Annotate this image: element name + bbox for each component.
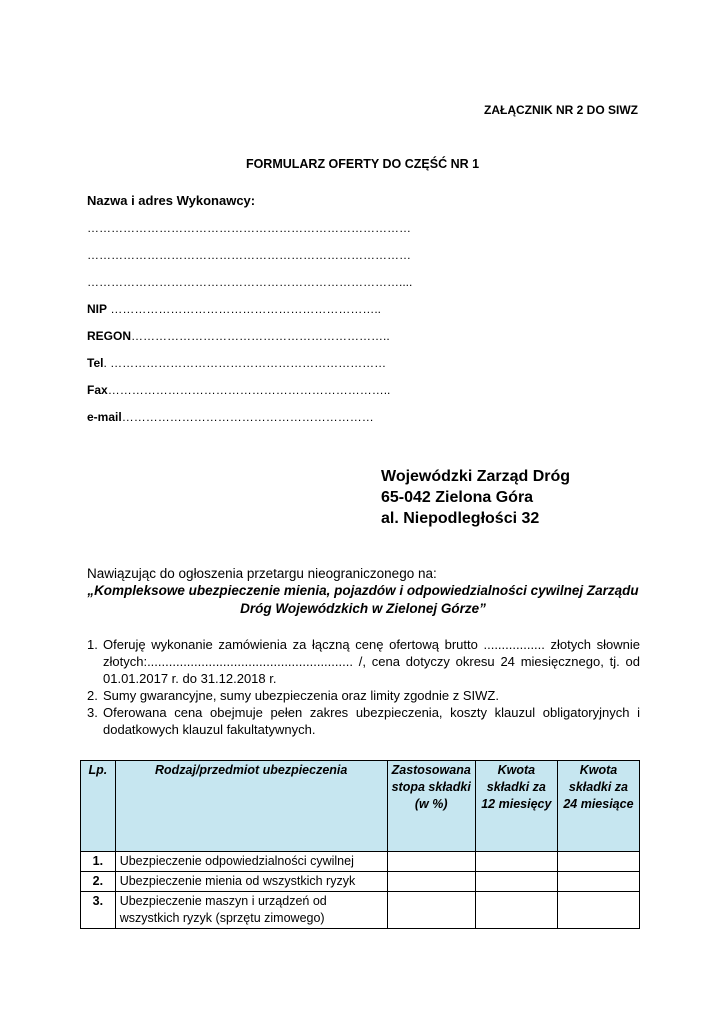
table-header-row xyxy=(81,761,640,852)
table-row xyxy=(81,872,640,892)
nip-field xyxy=(87,302,381,316)
row-premium-24-cell[interactable] xyxy=(557,872,639,892)
contractor-blank-line: ……………………………………………………………………… xyxy=(87,248,411,262)
row-premium-12-cell[interactable] xyxy=(475,852,557,872)
fax-dots: …………………………………………………………….. xyxy=(107,383,391,397)
row-rate-cell[interactable] xyxy=(387,872,475,892)
tel-dots: . …………………………………………………………… xyxy=(103,356,387,370)
offer-point xyxy=(87,687,640,704)
row-rate-cell[interactable] xyxy=(387,852,475,872)
tel-label: Tel xyxy=(87,356,104,370)
row-premium-12-cell[interactable] xyxy=(475,892,557,929)
recipient-street: al. Niepodległości 32 xyxy=(381,510,540,527)
header-lp: Lp. xyxy=(81,761,116,852)
insurance-table xyxy=(80,760,640,929)
form-title: FORMULARZ OFERTY DO CZĘŚĆ NR 1 xyxy=(245,157,480,171)
row-subject: Ubezpieczenie mienia od wszystkich ryzyk xyxy=(115,872,387,892)
header-rate: Zastosowana stopa składki (w %) xyxy=(387,761,475,852)
offer-point xyxy=(87,636,640,687)
fax-label: Fax xyxy=(87,383,108,397)
header-premium-12: Kwota składki za 12 miesięcy xyxy=(475,761,557,852)
annex-label: ZAŁĄCZNIK NR 2 DO SIWZ xyxy=(484,103,638,117)
header-premium-24: Kwota składki za 24 miesiące xyxy=(557,761,639,852)
intro-text: Nawiązując do ogłoszenia przetargu nieograniczonego na: xyxy=(87,566,437,581)
contractor-blank-line: …………………………………………………………………….... xyxy=(87,275,413,289)
row-premium-12-cell[interactable] xyxy=(475,872,557,892)
recipient-city: 65-042 Zielona Góra xyxy=(381,489,534,506)
nip-dots: ………………………………………………………….. xyxy=(107,302,382,316)
regon-label: REGON xyxy=(87,329,132,343)
row-lp: 1. xyxy=(81,852,116,872)
recipient-address xyxy=(381,466,570,529)
header-subject: Rodzaj/przedmiot ubezpieczenia xyxy=(115,761,387,852)
nip-label: NIP xyxy=(87,302,108,316)
row-lp: 2. xyxy=(81,872,116,892)
point-number: 3. xyxy=(87,705,98,720)
row-subject: Ubezpieczenie maszyn i urządzeń od wszystkich ryzyk (sprzętu zimowego) xyxy=(115,892,387,929)
table-row xyxy=(81,852,640,872)
email-field xyxy=(87,410,374,424)
row-premium-24-cell[interactable] xyxy=(557,892,639,929)
row-lp: 3. xyxy=(81,892,116,929)
point-text: Sumy gwarancyjne, sumy ubezpieczenia oraz limity zgodnie z SIWZ. xyxy=(103,688,499,703)
point-number: 1. xyxy=(87,637,98,652)
email-label: e-mail xyxy=(87,410,122,424)
row-rate-cell[interactable] xyxy=(387,892,475,929)
email-dots: ……………………………………………………… xyxy=(121,410,374,424)
point-number: 2. xyxy=(87,688,98,703)
point-text: Oferuję wykonanie zamówienia za łączną cenę ofertową brutto ................. złotych słownie złotych:......................................................... /, cena dotyczy okresu 24 miesięcznego, tj. od 01.01.2017 r. do 31.12.2018 r. xyxy=(103,637,640,686)
row-subject: Ubezpieczenie odpowiedzialności cywilnej xyxy=(115,852,387,872)
contractor-heading: Nazwa i adres Wykonawcy: xyxy=(87,193,256,208)
row-premium-24-cell[interactable] xyxy=(557,852,639,872)
tender-subject: „Kompleksowe ubezpieczenie mienia, pojazdów i odpowiedzialności cywilnej Zarządu Dróg Wojewódzkich w Zielonej Górze” xyxy=(87,583,639,616)
contractor-blank-line: ……………………………………………………………………… xyxy=(87,221,411,235)
offer-points xyxy=(87,636,640,738)
table-row xyxy=(81,892,640,929)
offer-point xyxy=(87,704,640,738)
regon-dots: ……………………………………………………….. xyxy=(131,329,390,343)
regon-field xyxy=(87,329,390,343)
recipient-name: Wojewódzki Zarząd Dróg xyxy=(381,468,571,485)
fax-field xyxy=(87,383,390,397)
point-text: Oferowana cena obejmuje pełen zakres ubezpieczenia, koszty klauzul obligatoryjnych i dodatkowych klauzul fakultatywnych. xyxy=(103,705,640,737)
tel-field xyxy=(87,356,386,370)
